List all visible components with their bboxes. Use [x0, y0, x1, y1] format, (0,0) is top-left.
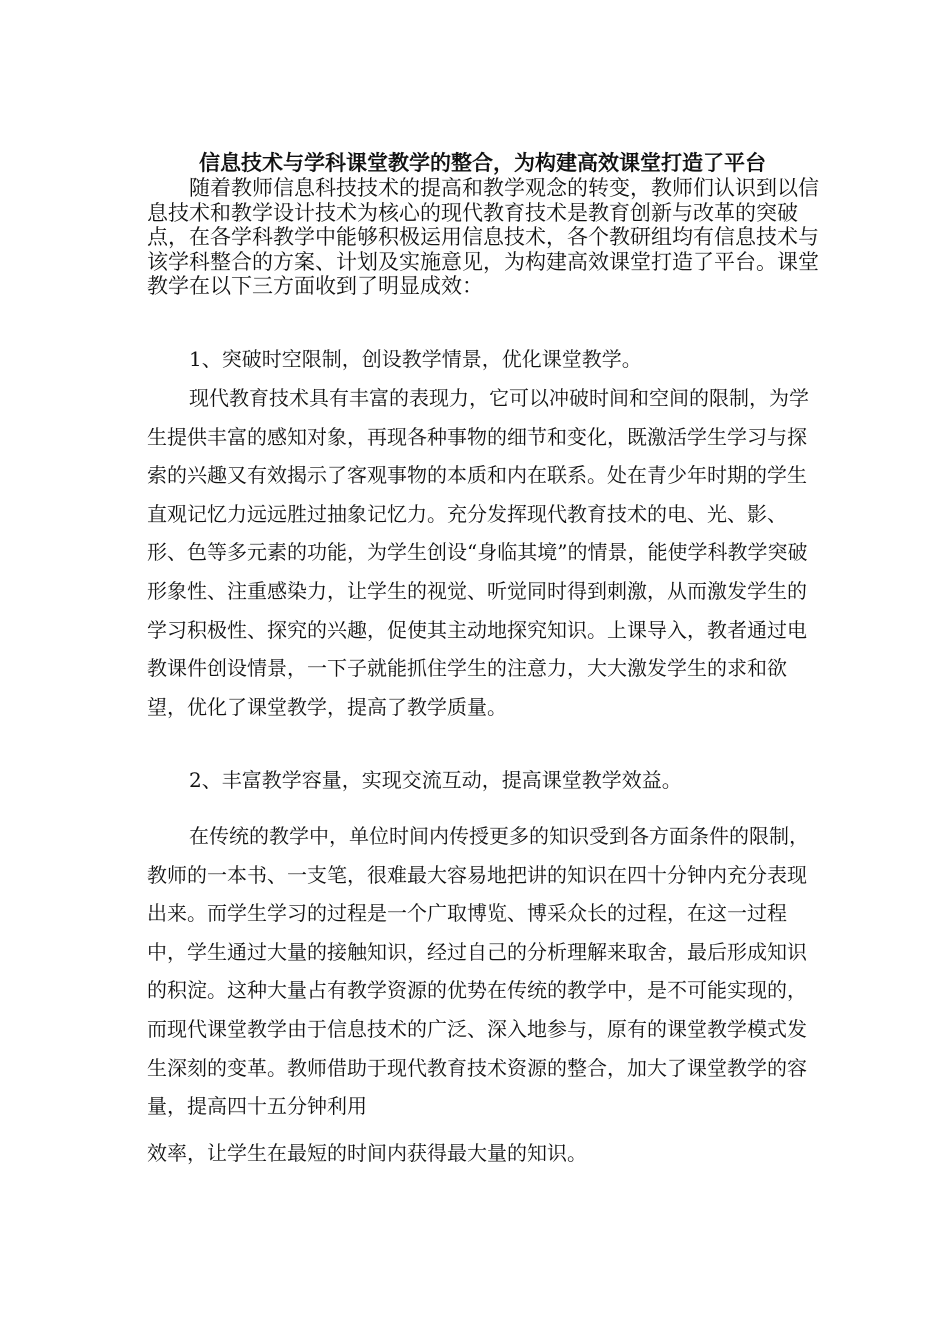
intro-paragraph: 随着教师信息科技技术的提高和教学观念的转变，教师们认识到以信息技术和教学设计技术为核心的现代教育技术是教育创新与改革的突破点，在各学科教学中能够积极运用信息技术，各个教研组均有信息技术与该学科整合的方案、计划及实施意见，为构建高效课堂打造了平台。课堂教学在以下三方面收到了明显成效：: [147, 176, 819, 298]
section-1-heading: 1、突破时空限制，创设教学情景，优化课堂教学。: [189, 347, 642, 371]
section-2-tail: 效率，让学生在最短的时间内获得最大量的知识。: [147, 1141, 587, 1165]
document-title: 信息技术与学科课堂教学的整合，为构建高效课堂打造了平台: [199, 150, 766, 175]
section-2-body: 在传统的教学中，单位时间内传授更多的知识受到各方面条件的限制，教师的一本书、一支笔，很难最大容易地把讲的知识在四十分钟内充分表现出来。而学生学习的过程是一个广取博览、博采众长的过程，在这一过程中，学生通过大量的接触知识，经过自己的分析理解来取舍，最后形成知识的积淀。这种大量占有教学资源的优势在传统的教学中，是不可能实现的，而现代课堂教学由于信息技术的广泛、深入地参与，原有的课堂教学模式发生深刻的变革。教师借助于现代教育技术资源的整合，加大了课堂教学的容量，提高四十五分钟利用: [147, 824, 809, 1119]
section-1-body: 现代教育技术具有丰富的表现力，它可以冲破时间和空间的限制，为学生提供丰富的感知对象，再现各种事物的细节和变化，既激活学生学习与探索的兴趣又有效揭示了客观事物的本质和内在联系。处在青少年时期的学生直观记忆力远远胜过抽象记忆力。充分发挥现代教育技术的电、光、影、形、色等多元素的功能，为学生创设“身临其境”的情景，能使学科教学突破形象性、注重感染力，让学生的视觉、听觉同时得到刺激，从而激发学生的学习积极性、探究的兴趣，促使其主动地探究知识。上课导入，教者通过电教课件创设情景，一下子就能抓住学生的注意力，大大激发学生的求和欲望，优化了课堂教学，提高了教学质量。: [147, 386, 809, 719]
section-2-heading: 2、丰富教学容量，实现交流互动，提高课堂教学效益。: [189, 768, 682, 792]
